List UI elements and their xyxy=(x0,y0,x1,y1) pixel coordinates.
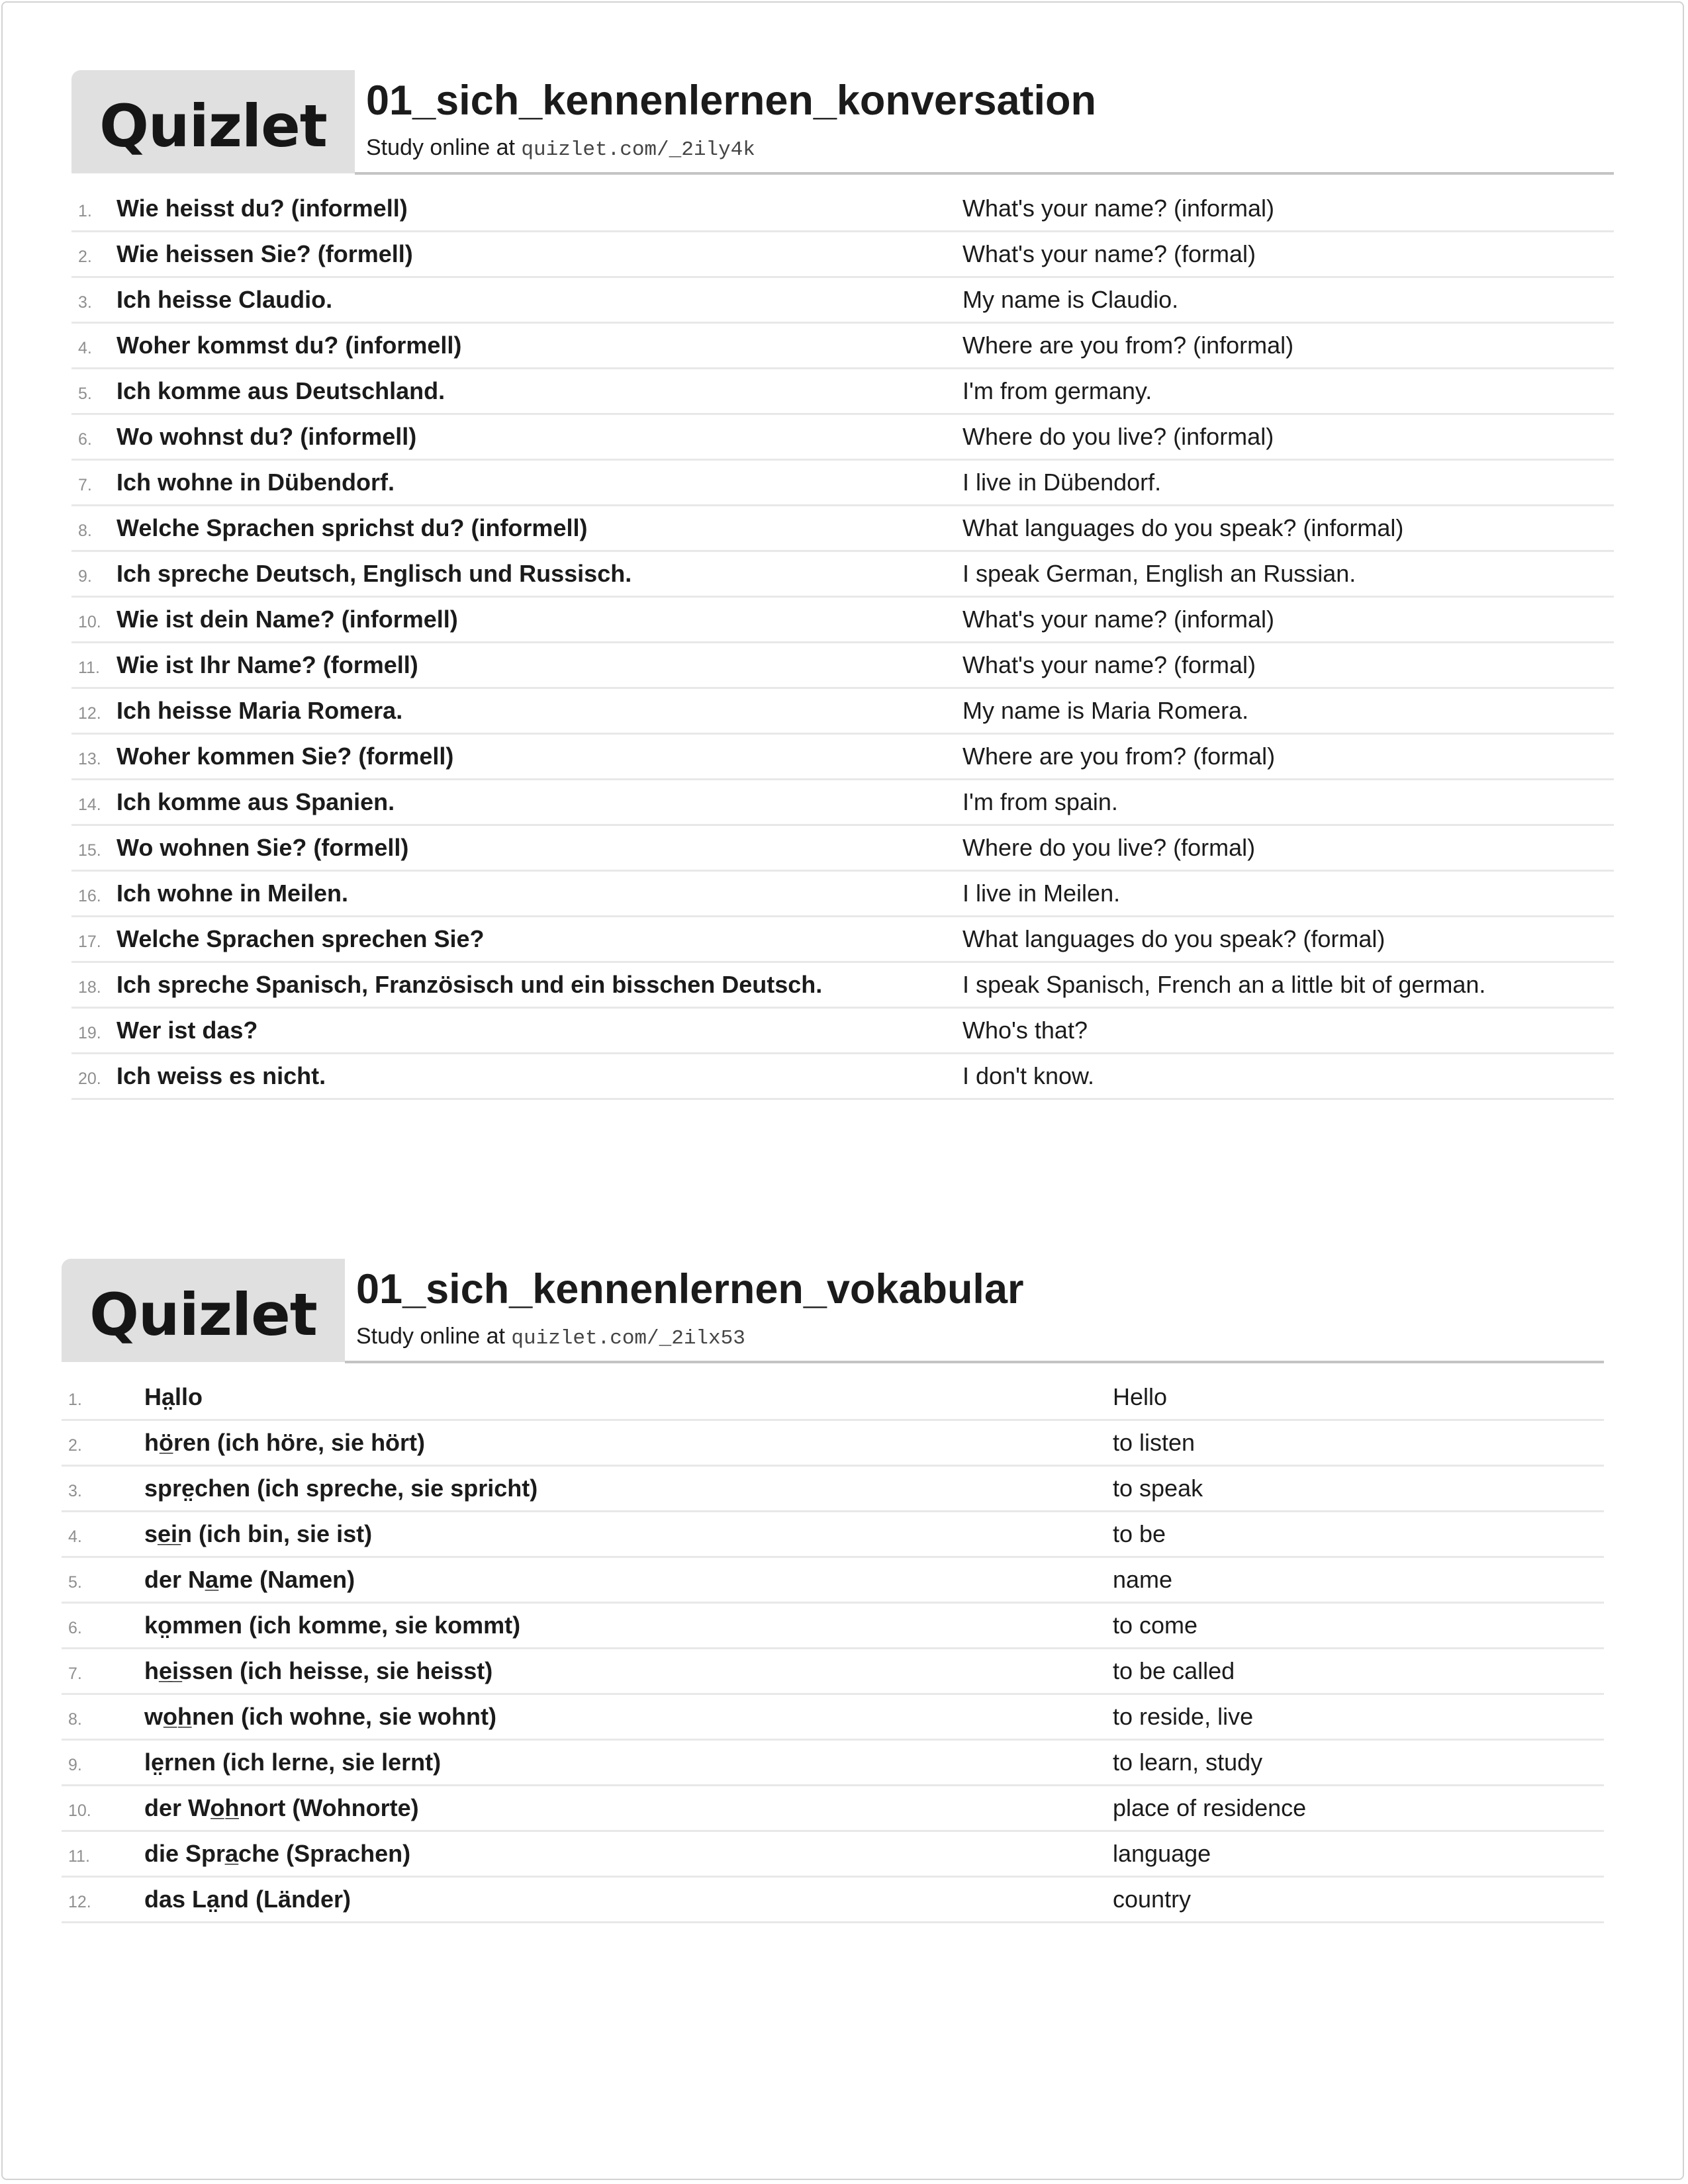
term-row xyxy=(71,187,1614,232)
term-number: 1. xyxy=(78,202,92,220)
term-row xyxy=(62,1741,1604,1786)
definition-text: place of residence xyxy=(1113,1794,1307,1821)
definition-text: to speak xyxy=(1113,1475,1203,1502)
term-row xyxy=(71,232,1614,278)
term-text: Wie ist Ihr Name? (formell) xyxy=(117,651,418,678)
quizlet-logo xyxy=(62,1259,345,1362)
study-url-link[interactable]: quizlet.com/_2ilx53 xyxy=(511,1327,745,1350)
term-number: 3. xyxy=(68,1482,82,1500)
term-number: 9. xyxy=(68,1756,82,1774)
term-number: 19. xyxy=(78,1024,101,1042)
definition-text: What's your name? (formal) xyxy=(962,240,1256,267)
definition-text: What's your name? (formal) xyxy=(962,651,1256,678)
term-row xyxy=(62,1878,1604,1923)
term-row xyxy=(62,1375,1604,1421)
term-row xyxy=(71,324,1614,369)
term-number: 11. xyxy=(68,1847,90,1866)
term-text: Ich komme aus Spanien. xyxy=(117,788,395,815)
term-number: 13. xyxy=(78,750,101,768)
definition-text: I don't know. xyxy=(962,1062,1095,1089)
logo-wordmark: Quizlet xyxy=(99,91,327,160)
term-number: 7. xyxy=(68,1664,82,1683)
term-text: Woher kommen Sie? (formell) xyxy=(117,743,454,770)
definition-text: Hello xyxy=(1113,1383,1168,1410)
term-text: Ha̤llo xyxy=(144,1383,203,1410)
term-text: he̲i̲ssen (ich heisse, sie heisst) xyxy=(144,1657,493,1684)
term-text: hö̲ren (ich höre, sie hört) xyxy=(144,1429,426,1456)
definition-text: I live in Dübendorf. xyxy=(962,469,1162,496)
term-row xyxy=(62,1649,1604,1695)
term-text: Ich heisse Maria Romera. xyxy=(117,697,403,724)
term-row xyxy=(71,780,1614,826)
definition-text: language xyxy=(1113,1840,1211,1867)
term-number: 16. xyxy=(78,887,101,905)
definition-text: to be called xyxy=(1113,1657,1235,1684)
study-online-label: Study online at xyxy=(356,1324,505,1349)
term-number: 8. xyxy=(68,1710,82,1729)
term-number: 4. xyxy=(78,339,92,357)
term-number: 10. xyxy=(78,613,101,631)
term-list xyxy=(71,187,1614,1100)
term-number: 2. xyxy=(68,1436,82,1455)
term-row xyxy=(71,506,1614,552)
term-row xyxy=(71,735,1614,780)
study-online-line xyxy=(366,135,755,161)
definition-text: to learn, study xyxy=(1113,1749,1263,1776)
quizlet-logo xyxy=(71,70,355,173)
term-row xyxy=(71,369,1614,415)
definition-text: to be xyxy=(1113,1520,1166,1547)
definition-text: I live in Meilen. xyxy=(962,880,1121,907)
term-text: Ich komme aus Deutschland. xyxy=(117,377,445,404)
term-text: Ich spreche Spanisch, Französisch und ein bisschen Deutsch. xyxy=(117,971,823,998)
definition-text: I'm from germany. xyxy=(962,377,1152,404)
term-row xyxy=(62,1604,1604,1649)
term-text: se̲i̲n (ich bin, sie ist) xyxy=(144,1520,373,1547)
term-number: 6. xyxy=(68,1619,82,1637)
definition-text: What's your name? (informal) xyxy=(962,195,1275,222)
study-url-link[interactable]: quizlet.com/_2ily4k xyxy=(521,138,755,161)
definition-text: to listen xyxy=(1113,1429,1196,1456)
logo-wordmark: Quizlet xyxy=(89,1280,317,1349)
definition-text: I speak Spanisch, French an a little bit of german. xyxy=(962,971,1486,998)
term-row xyxy=(62,1467,1604,1512)
study-set-konversation xyxy=(71,70,1614,1100)
term-number: 17. xyxy=(78,933,101,951)
header-divider xyxy=(355,172,1614,175)
term-text: le̤rnen (ich lerne, sie lernt) xyxy=(144,1749,442,1776)
definition-text: What languages do you speak? (informal) xyxy=(962,514,1404,541)
term-text: Welche Sprachen sprechen Sie? xyxy=(117,925,485,952)
term-number: 12. xyxy=(68,1893,91,1911)
term-text: Ich spreche Deutsch, Englisch und Russisch. xyxy=(117,560,632,587)
term-row xyxy=(71,1054,1614,1100)
term-row xyxy=(71,643,1614,689)
definition-text: name xyxy=(1113,1566,1173,1593)
definition-text: Where are you from? (informal) xyxy=(962,332,1294,359)
header-divider xyxy=(345,1361,1604,1363)
term-number: 15. xyxy=(78,841,101,860)
term-text: Ich wohne in Meilen. xyxy=(117,880,349,907)
term-text: Wo wohnen Sie? (formell) xyxy=(117,834,409,861)
definition-text: I speak German, English an Russian. xyxy=(962,560,1356,587)
term-text: Ich wohne in Dübendorf. xyxy=(117,469,395,496)
term-text: ko̤mmen (ich komme, sie kommt) xyxy=(144,1612,521,1639)
term-list xyxy=(62,1375,1604,1923)
term-text: die Spra̲che (Sprachen) xyxy=(144,1840,411,1867)
term-number: 5. xyxy=(68,1573,82,1592)
definition-text: Where do you live? (formal) xyxy=(962,834,1256,861)
term-text: der Wo̲h̲nort (Wohnorte) xyxy=(144,1794,419,1821)
term-row xyxy=(71,689,1614,735)
term-row xyxy=(71,826,1614,872)
term-number: 10. xyxy=(68,1801,91,1820)
definition-text: What's your name? (informal) xyxy=(962,606,1275,633)
term-row xyxy=(62,1512,1604,1558)
term-number: 11. xyxy=(78,659,100,677)
term-number: 6. xyxy=(78,430,92,449)
term-number: 5. xyxy=(78,385,92,403)
term-number: 14. xyxy=(78,796,101,814)
term-row xyxy=(71,278,1614,324)
definition-text: to reside, live xyxy=(1113,1703,1254,1730)
term-number: 2. xyxy=(78,248,92,266)
set-header xyxy=(71,70,1614,173)
term-row xyxy=(71,552,1614,598)
term-row xyxy=(71,963,1614,1009)
term-row xyxy=(71,872,1614,917)
definition-text: I'm from spain. xyxy=(962,788,1118,815)
definition-text: Where are you from? (formal) xyxy=(962,743,1276,770)
set-title: 01_sich_kennenlernen_konversation xyxy=(366,77,1096,124)
definition-text: Who's that? xyxy=(962,1017,1088,1044)
term-text: Ich heisse Claudio. xyxy=(117,286,333,313)
definition-text: Where do you live? (informal) xyxy=(962,423,1274,450)
term-number: 8. xyxy=(78,522,92,540)
term-number: 9. xyxy=(78,567,92,586)
term-row xyxy=(71,917,1614,963)
term-row xyxy=(62,1695,1604,1741)
set-title: 01_sich_kennenlernen_vokabular xyxy=(356,1266,1024,1312)
set-header xyxy=(62,1259,1604,1362)
definition-text: My name is Maria Romera. xyxy=(962,697,1249,724)
term-text: der Na̲me (Namen) xyxy=(144,1566,355,1593)
definition-text: My name is Claudio. xyxy=(962,286,1179,313)
term-row xyxy=(62,1421,1604,1467)
term-number: 7. xyxy=(78,476,92,494)
term-number: 3. xyxy=(78,293,92,312)
term-number: 1. xyxy=(68,1390,82,1409)
term-text: Wie heisst du? (informell) xyxy=(117,195,408,222)
term-row xyxy=(71,1009,1614,1054)
term-text: Wer ist das? xyxy=(117,1017,258,1044)
term-text: Woher kommst du? (informell) xyxy=(117,332,462,359)
term-text: Wie ist dein Name? (informell) xyxy=(117,606,458,633)
term-row xyxy=(71,598,1614,643)
term-number: 12. xyxy=(78,704,101,723)
term-row xyxy=(71,461,1614,506)
term-text: spre̤chen (ich spreche, sie spricht) xyxy=(144,1475,538,1502)
term-number: 18. xyxy=(78,978,101,997)
term-text: das La̤nd (Länder) xyxy=(144,1886,352,1913)
study-set-vokabular xyxy=(62,1259,1604,1923)
definition-text: country xyxy=(1113,1886,1192,1913)
term-text: Ich weiss es nicht. xyxy=(117,1062,326,1089)
study-online-label: Study online at xyxy=(366,135,515,160)
term-row xyxy=(62,1558,1604,1604)
term-number: 4. xyxy=(68,1527,82,1546)
term-text: Welche Sprachen sprichst du? (informell) xyxy=(117,514,588,541)
definition-text: What languages do you speak? (formal) xyxy=(962,925,1385,952)
definition-text: to come xyxy=(1113,1612,1198,1639)
term-number: 20. xyxy=(78,1069,101,1088)
term-text: wo̲h̲nen (ich wohne, sie wohnt) xyxy=(144,1703,496,1730)
term-row xyxy=(71,415,1614,461)
term-text: Wie heissen Sie? (formell) xyxy=(117,240,413,267)
term-text: Wo wohnst du? (informell) xyxy=(117,423,417,450)
study-online-line xyxy=(356,1324,745,1350)
term-row xyxy=(62,1786,1604,1832)
term-row xyxy=(62,1832,1604,1878)
